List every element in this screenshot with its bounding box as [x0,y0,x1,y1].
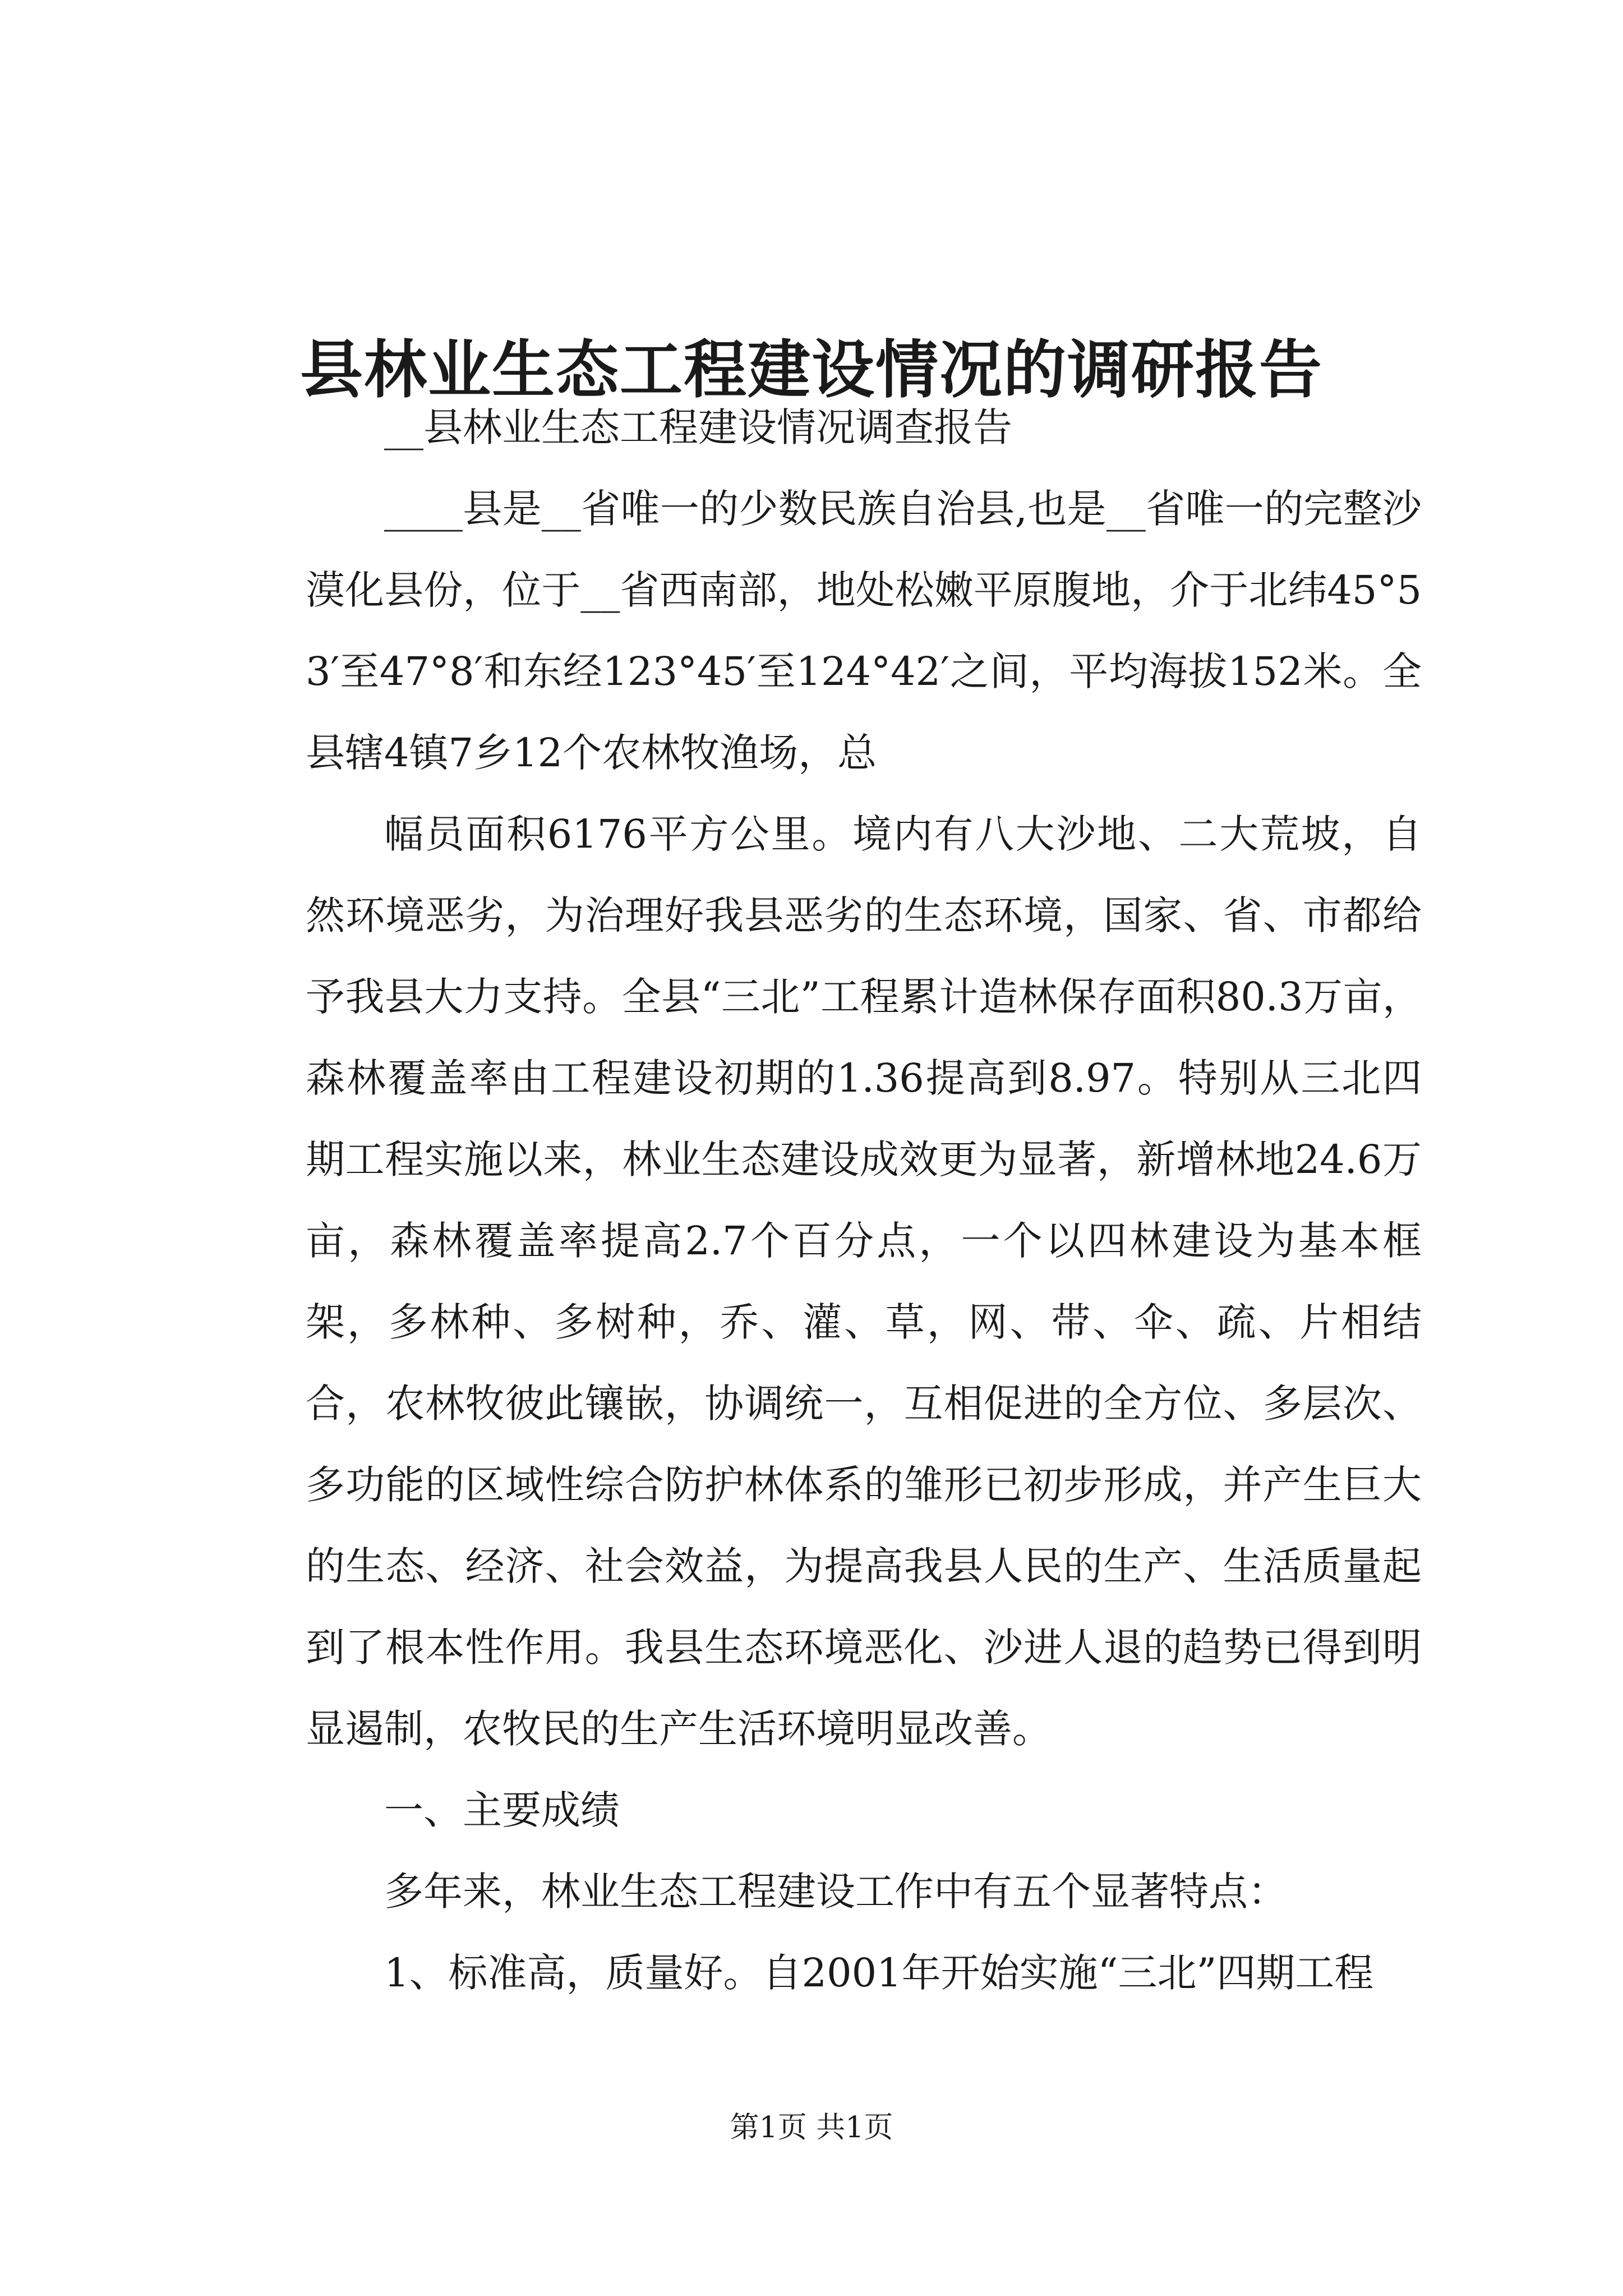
intro-paragraph: ____县是__省唯一的少数民族自治县,也是__省唯一的完整沙漠化县份，位于__省西南部，地处松嫩平原腹地，介于北纬45°53′至47°8′和东经123°45′至124°42′之间，平均海拔152米。全县辖4镇7乡12个农林牧渔场，总 [306,486,1422,776]
document-body [306,387,1422,2014]
section-heading: 一、主要成绩 [384,1787,620,1833]
page-footer: 第1页 共1页 [730,2111,893,2145]
document-title: 县林业生态工程建设情况的调研报告 [300,333,1323,407]
overview-paragraph: 幅员面积6176平方公里。境内有八大沙地、二大荒坡，自然环境恶劣，为治理好我县恶劣的生态环境，国家、省、市都给予我县大力支持。全县“三北”工程累计造林保存面积80.3万亩，森林覆盖率由工程建设初期的1.36提高到8.97。特别从三北四期工程实施以来，林业生态建设成效更为显著，新增林地24.6万亩，森林覆盖率提高2.7个百分点，一个以四林建设为基本框架，多林种、多树种，乔、灌、草，网、带、伞、疏、片相结合，农林牧彼此镶嵌，协调统一，互相促进的全方位、多层次、多功能的区域性综合防护林体系的雏形已初步形成，并产生巨大的生态、经济、社会效益，为提高我县人民的生产、生活质量起到了根本性作用。我县生态环境恶化、沙进人退的趋势已得到明显遏制，农牧民的生产生活环境明显改善。 [306,811,1422,1752]
point-one-paragraph: 1、标准高，质量好。自2001年开始实施“三北”四期工程 [384,1950,1374,1996]
section-intro-paragraph: 多年来，林业生态工程建设工作中有五个显著特点： [384,1869,1287,1915]
subtitle-paragraph: __县林业生态工程建设情况调查报告 [384,404,1012,450]
